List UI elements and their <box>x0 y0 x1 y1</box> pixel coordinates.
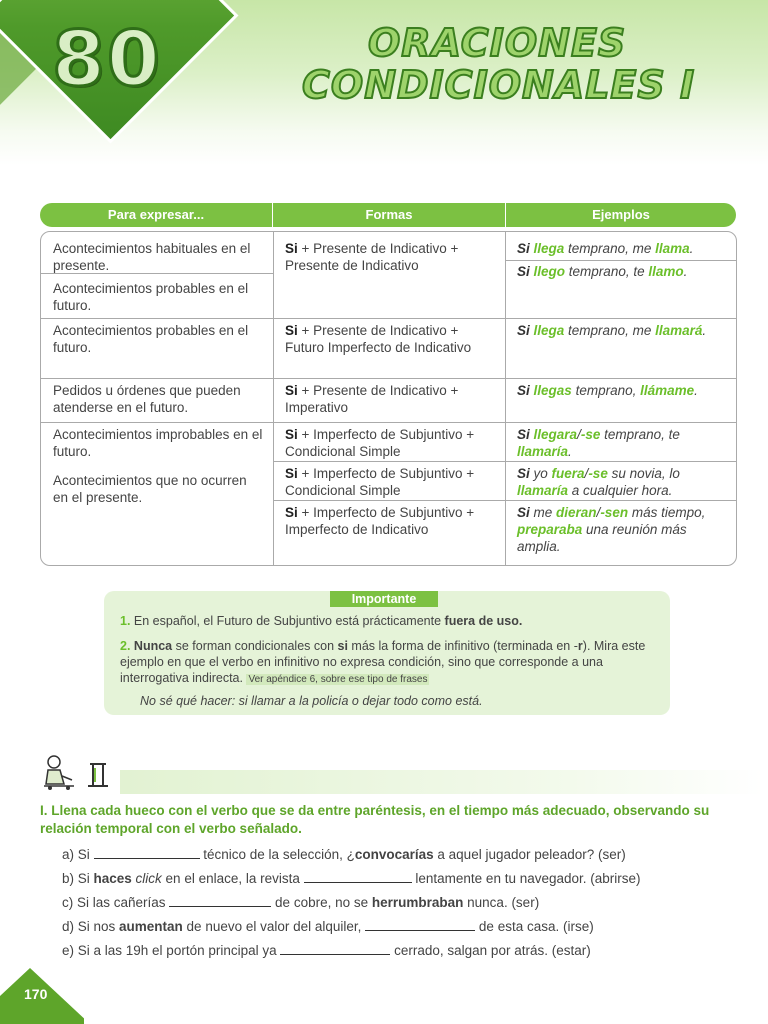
item-text: d) Si nos <box>62 919 120 934</box>
example-cell <box>517 465 729 499</box>
purpose-cell: Acontecimientos improbables en el futuro. <box>53 427 263 459</box>
exercise-band <box>120 770 764 794</box>
item-italic: click <box>131 871 162 886</box>
reference-verb: aumentan <box>119 919 183 934</box>
form-cell <box>285 382 495 416</box>
exercise-item-c <box>62 894 539 912</box>
item-text: c) Si las cañerías <box>62 895 170 910</box>
example-cell <box>517 240 729 257</box>
form-cell <box>285 504 495 538</box>
reference-verb: herrumbraban <box>371 895 464 910</box>
chapter-number: 80 <box>52 14 162 103</box>
si-keyword: Si <box>517 466 530 481</box>
si-keyword: Si <box>517 505 530 520</box>
si-keyword: Si <box>285 383 298 398</box>
example-text: una reunión más amplia. <box>517 522 687 554</box>
row-divider <box>505 260 736 261</box>
example-text: / <box>584 466 589 481</box>
exercise-item-d <box>62 918 594 936</box>
item-text: técnico de la selección, ¿ <box>199 847 355 862</box>
form-text: + Presente de Indicativo + Presente de Indicativo <box>285 241 459 273</box>
highlighted-verb: llega <box>533 241 565 256</box>
important-point-1 <box>120 613 656 629</box>
point-emphasis: si <box>337 639 348 653</box>
answer-blank[interactable] <box>280 942 390 955</box>
example-cell <box>517 504 729 555</box>
important-example: No sé qué hacer: si llamar a la policía o dejar todo como está. <box>140 694 483 708</box>
point-emphasis: fuera de uso. <box>444 614 523 628</box>
example-text: . <box>694 383 698 398</box>
point-emphasis: r <box>577 639 583 653</box>
example-text: más tiempo, <box>628 505 706 520</box>
item-text: de nuevo el valor del alquiler, <box>182 919 366 934</box>
example-text: temprano, te <box>565 264 649 279</box>
appendix-reference: Ver apéndice 6, sobre ese tipo de frases <box>248 674 428 685</box>
point-number: 2. <box>120 639 131 653</box>
purpose-cell: Acontecimientos habituales en el presente. <box>53 241 251 273</box>
example-text: . <box>689 241 694 256</box>
highlighted-verb: preparaba <box>517 522 583 537</box>
purpose-cell: Acontecimientos que no ocurren en el presente. <box>53 473 247 505</box>
example-text: . <box>702 323 707 338</box>
example-text: temprano, me <box>564 241 656 256</box>
point-emphasis: Nunca <box>133 639 173 653</box>
form-text: + Presente de Indicativo + Imperativo <box>285 383 459 415</box>
highlighted-verb: llamaría <box>517 444 569 459</box>
answer-blank[interactable] <box>365 918 475 931</box>
example-text: / <box>596 505 601 520</box>
highlighted-verb: fuera <box>551 466 585 481</box>
column-divider <box>505 232 506 565</box>
purpose-cell: Acontecimientos probables en el futuro. <box>53 323 249 355</box>
si-keyword: Si <box>517 323 530 338</box>
highlighted-verb: llamará <box>655 323 703 338</box>
example-text: yo <box>529 466 552 481</box>
highlighted-verb: -se <box>588 466 608 481</box>
highlighted-verb: llego <box>533 264 566 279</box>
conditionals-table <box>40 231 737 566</box>
item-text: cerrado, salgan por atrás. (estar) <box>390 943 591 958</box>
item-text: a) Si <box>62 847 94 862</box>
row-divider <box>273 461 736 462</box>
example-text: temprano, <box>571 383 641 398</box>
highlighted-verb: llegas <box>533 383 572 398</box>
item-text: en el enlace, la revista <box>161 871 304 886</box>
reference-verb: haces <box>93 871 132 886</box>
highlighted-verb: llámame <box>640 383 695 398</box>
example-cell <box>517 263 729 280</box>
item-text: e) Si a las 19h el portón principal ya <box>62 943 281 958</box>
point-text: más la forma de infinitivo (terminada en - <box>347 639 578 653</box>
form-cell <box>285 240 495 274</box>
column-header-forms: Formas <box>272 203 506 227</box>
point-text: En español, el Futuro de Subjuntivo está prácticamente <box>133 614 445 628</box>
page-title-line2: CONDICIONALES I <box>302 63 696 107</box>
exercise-number: I. <box>40 803 48 818</box>
item-text: a aquel jugador peleador? (ser) <box>433 847 626 862</box>
highlighted-verb: -sen <box>600 505 629 520</box>
highlighted-verb: -se <box>580 427 601 442</box>
exercise-item-e <box>62 942 591 960</box>
example-text: me <box>529 505 557 520</box>
row-divider <box>41 378 736 379</box>
highlighted-verb: llamaría <box>517 483 569 498</box>
point-text: ). Mira este ejemplo en que el verbo en infinitivo no expresa condición, sino que corresponde a una interrogativa indirecta. <box>120 639 646 685</box>
highlighted-verb: llamo <box>648 264 684 279</box>
column-header-purpose: Para expresar... <box>107 207 205 222</box>
row-divider <box>41 422 736 423</box>
column-divider <box>273 232 274 565</box>
example-text: . <box>568 444 572 459</box>
chapter-badge <box>0 0 240 165</box>
column-header-examples: Ejemplos <box>592 207 650 222</box>
row-divider <box>41 318 736 319</box>
item-text: nunca. (ser) <box>463 895 540 910</box>
exercise-instruction-text: Llena cada hueco con el verbo que se da entre paréntesis, en el tiempo más adecuado, observando su relación temporal con el verbo señalado. <box>40 803 710 836</box>
item-text: de cobre, no se <box>271 895 372 910</box>
row-divider <box>273 500 736 501</box>
purpose-cell: Acontecimientos probables en el futuro. <box>53 281 249 313</box>
answer-blank[interactable] <box>94 846 200 859</box>
si-keyword: Si <box>517 241 530 256</box>
highlighted-verb: llama <box>655 241 690 256</box>
highlighted-verb: llega <box>533 323 565 338</box>
example-text: a cualquier hora. <box>568 483 673 498</box>
example-text: temprano, me <box>564 323 656 338</box>
example-text: / <box>577 427 581 442</box>
si-keyword: Si <box>517 264 530 279</box>
form-cell <box>285 322 495 356</box>
writing-student-icon <box>40 752 122 792</box>
form-cell <box>285 426 495 460</box>
reference-verb: convocarías <box>354 847 434 862</box>
point-text: se forman condicionales con <box>172 639 338 653</box>
example-text: su novia, lo <box>607 466 680 481</box>
si-keyword: Si <box>517 427 530 442</box>
highlighted-verb: dieran <box>556 505 597 520</box>
item-text: b) Si <box>62 871 94 886</box>
si-keyword: Si <box>285 466 298 481</box>
si-keyword: Si <box>285 505 298 520</box>
si-keyword: Si <box>285 323 298 338</box>
example-text: . <box>683 264 688 279</box>
answer-blank[interactable] <box>169 894 271 907</box>
si-keyword: Si <box>517 383 530 398</box>
form-text: + Presente de Indicativo + Futuro Imperfecto de Indicativo <box>285 323 472 355</box>
table-header <box>40 203 736 227</box>
item-text: lentamente en tu navegador. (abrirse) <box>411 871 641 886</box>
highlighted-verb: llegara <box>533 427 578 442</box>
exercise-instruction <box>40 802 760 838</box>
example-cell <box>517 382 729 399</box>
form-text: + Imperfecto de Subjuntivo + Condicional Simple <box>285 466 475 498</box>
example-cell <box>517 426 729 460</box>
purpose-cell: Pedidos u órdenes que pueden atenderse en el futuro. <box>53 383 241 415</box>
important-box <box>104 591 670 715</box>
item-text: de esta casa. (irse) <box>475 919 594 934</box>
answer-blank[interactable] <box>304 870 412 883</box>
page-number: 170 <box>24 986 48 1002</box>
point-number: 1. <box>120 614 131 628</box>
si-keyword: Si <box>285 427 298 442</box>
si-keyword: Si <box>285 241 298 256</box>
form-cell <box>285 465 495 499</box>
form-text: + Imperfecto de Subjuntivo + Condicional Simple <box>285 427 475 459</box>
exercise-item-a <box>62 846 626 864</box>
form-text: + Imperfecto de Subjuntivo + Imperfecto de Indicativo <box>285 505 475 537</box>
example-cell <box>517 322 707 339</box>
important-title: Importante <box>330 591 438 607</box>
important-point-2 <box>120 638 658 688</box>
exercise-item-b <box>62 870 641 888</box>
example-text: temprano, te <box>600 427 680 442</box>
page-title-line1: ORACIONES <box>368 21 627 65</box>
